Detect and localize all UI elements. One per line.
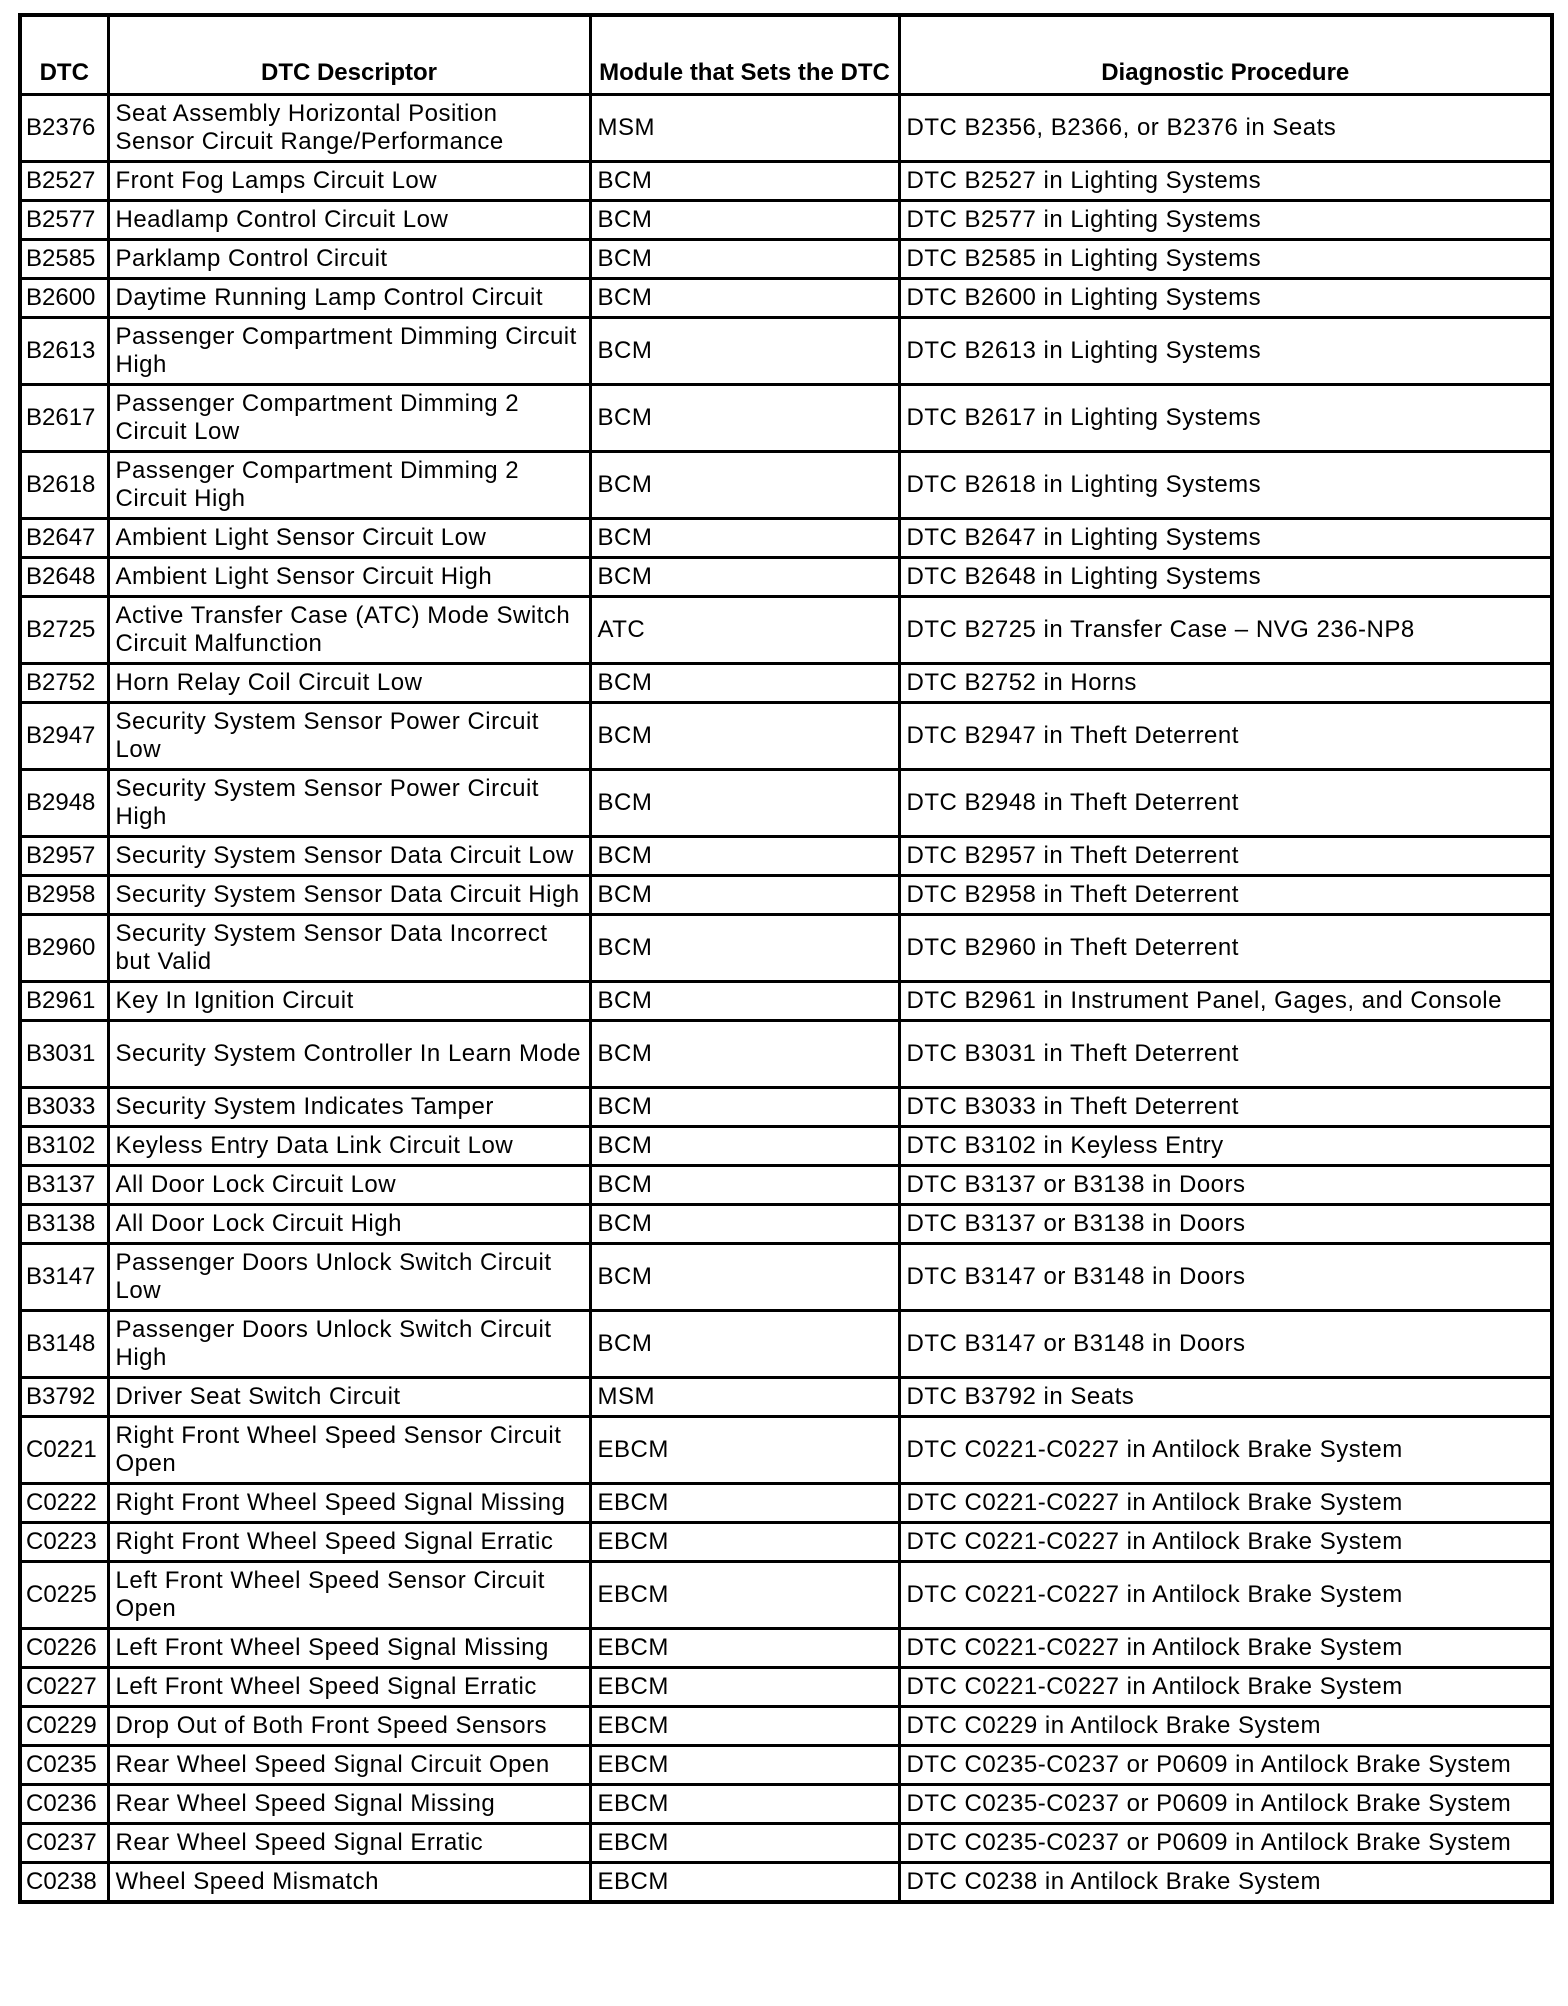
descriptor-cell: Right Front Wheel Speed Sensor Circuit Open	[108, 1417, 590, 1484]
table-row	[20, 770, 1552, 837]
table-row	[20, 95, 1552, 162]
dtc-cell: B2752	[20, 664, 108, 703]
module-cell: BCM	[590, 1088, 899, 1127]
table-row	[20, 876, 1552, 915]
descriptor-cell: Headlamp Control Circuit Low	[108, 201, 590, 240]
procedure-cell: DTC B2948 in Theft Deterrent	[899, 770, 1552, 837]
procedure-cell: DTC B2617 in Lighting Systems	[899, 385, 1552, 452]
table-row	[20, 1707, 1552, 1746]
procedure-cell: DTC B2961 in Instrument Panel, Gages, and Console	[899, 982, 1552, 1021]
dtc-cell: C0237	[20, 1824, 108, 1863]
header-row	[20, 15, 1552, 95]
descriptor-cell: Security System Controller In Learn Mode	[108, 1021, 590, 1088]
dtc-cell: B2960	[20, 915, 108, 982]
procedure-cell: DTC B2752 in Horns	[899, 664, 1552, 703]
dtc-cell: B2647	[20, 519, 108, 558]
dtc-cell: B2725	[20, 597, 108, 664]
descriptor-cell: Passenger Compartment Dimming Circuit High	[108, 318, 590, 385]
table-row	[20, 703, 1552, 770]
table-row	[20, 664, 1552, 703]
procedure-cell: DTC B3147 or B3148 in Doors	[899, 1311, 1552, 1378]
procedure-cell: DTC B3102 in Keyless Entry	[899, 1127, 1552, 1166]
table-row	[20, 1785, 1552, 1824]
descriptor-cell: Daytime Running Lamp Control Circuit	[108, 279, 590, 318]
module-cell: BCM	[590, 1127, 899, 1166]
dtc-cell: B3147	[20, 1244, 108, 1311]
dtc-table-container	[18, 13, 1550, 1904]
module-cell: BCM	[590, 519, 899, 558]
dtc-cell: C0222	[20, 1484, 108, 1523]
procedure-cell: DTC B2600 in Lighting Systems	[899, 279, 1552, 318]
descriptor-cell: Security System Sensor Data Incorrect but Valid	[108, 915, 590, 982]
procedure-cell: DTC B3031 in Theft Deterrent	[899, 1021, 1552, 1088]
descriptor-cell: Right Front Wheel Speed Signal Erratic	[108, 1523, 590, 1562]
table-row	[20, 162, 1552, 201]
procedure-cell: DTC B2527 in Lighting Systems	[899, 162, 1552, 201]
procedure-cell: DTC B2957 in Theft Deterrent	[899, 837, 1552, 876]
module-cell: BCM	[590, 452, 899, 519]
module-cell: BCM	[590, 162, 899, 201]
dtc-cell: B2957	[20, 837, 108, 876]
table-row	[20, 240, 1552, 279]
table-row	[20, 1417, 1552, 1484]
procedure-cell: DTC B2585 in Lighting Systems	[899, 240, 1552, 279]
module-cell: BCM	[590, 1205, 899, 1244]
dtc-cell: C0227	[20, 1668, 108, 1707]
module-cell: EBCM	[590, 1629, 899, 1668]
dtc-cell: B2613	[20, 318, 108, 385]
dtc-cell: B2376	[20, 95, 108, 162]
module-cell: MSM	[590, 1378, 899, 1417]
module-cell: BCM	[590, 201, 899, 240]
descriptor-cell: Right Front Wheel Speed Signal Missing	[108, 1484, 590, 1523]
module-cell: BCM	[590, 558, 899, 597]
table-row	[20, 1166, 1552, 1205]
table-row	[20, 519, 1552, 558]
module-cell: BCM	[590, 982, 899, 1021]
table-row	[20, 452, 1552, 519]
dtc-cell: B2948	[20, 770, 108, 837]
descriptor-cell: Rear Wheel Speed Signal Erratic	[108, 1824, 590, 1863]
module-cell: BCM	[590, 837, 899, 876]
procedure-cell: DTC B2947 in Theft Deterrent	[899, 703, 1552, 770]
descriptor-cell: Horn Relay Coil Circuit Low	[108, 664, 590, 703]
descriptor-cell: Driver Seat Switch Circuit	[108, 1378, 590, 1417]
module-cell: EBCM	[590, 1562, 899, 1629]
dtc-cell: B2600	[20, 279, 108, 318]
procedure-cell: DTC B3033 in Theft Deterrent	[899, 1088, 1552, 1127]
dtc-cell: B2648	[20, 558, 108, 597]
table-row	[20, 1523, 1552, 1562]
descriptor-cell: Security System Indicates Tamper	[108, 1088, 590, 1127]
dtc-table	[18, 13, 1554, 1904]
procedure-cell: DTC C0229 in Antilock Brake System	[899, 1707, 1552, 1746]
table-row	[20, 1863, 1552, 1903]
dtc-cell: C0226	[20, 1629, 108, 1668]
table-row	[20, 1824, 1552, 1863]
procedure-cell: DTC B2613 in Lighting Systems	[899, 318, 1552, 385]
module-cell: BCM	[590, 1311, 899, 1378]
module-cell: BCM	[590, 703, 899, 770]
descriptor-cell: Parklamp Control Circuit	[108, 240, 590, 279]
descriptor-cell: Left Front Wheel Speed Signal Missing	[108, 1629, 590, 1668]
dtc-cell: C0238	[20, 1863, 108, 1903]
table-row	[20, 982, 1552, 1021]
table-row	[20, 318, 1552, 385]
procedure-cell: DTC B2647 in Lighting Systems	[899, 519, 1552, 558]
dtc-cell: B2958	[20, 876, 108, 915]
procedure-cell: DTC B3147 or B3148 in Doors	[899, 1244, 1552, 1311]
descriptor-cell: Security System Sensor Data Circuit High	[108, 876, 590, 915]
descriptor-cell: Wheel Speed Mismatch	[108, 1863, 590, 1903]
module-cell: EBCM	[590, 1523, 899, 1562]
dtc-cell: B2585	[20, 240, 108, 279]
module-cell: EBCM	[590, 1824, 899, 1863]
module-cell: BCM	[590, 876, 899, 915]
module-cell: EBCM	[590, 1746, 899, 1785]
dtc-cell: B2577	[20, 201, 108, 240]
descriptor-cell: Left Front Wheel Speed Signal Erratic	[108, 1668, 590, 1707]
descriptor-cell: Seat Assembly Horizontal Position Sensor Circuit Range/Performance	[108, 95, 590, 162]
table-row	[20, 1484, 1552, 1523]
module-cell: BCM	[590, 318, 899, 385]
descriptor-cell: Ambient Light Sensor Circuit Low	[108, 519, 590, 558]
dtc-cell: B3792	[20, 1378, 108, 1417]
dtc-cell: B2961	[20, 982, 108, 1021]
dtc-cell: C0221	[20, 1417, 108, 1484]
descriptor-cell: Passenger Compartment Dimming 2 Circuit Low	[108, 385, 590, 452]
table-row	[20, 1244, 1552, 1311]
dtc-cell: B2947	[20, 703, 108, 770]
procedure-cell: DTC C0235-C0237 or P0609 in Antilock Brake System	[899, 1824, 1552, 1863]
dtc-cell: B2617	[20, 385, 108, 452]
descriptor-cell: Rear Wheel Speed Signal Circuit Open	[108, 1746, 590, 1785]
dtc-cell: B3137	[20, 1166, 108, 1205]
dtc-cell: C0229	[20, 1707, 108, 1746]
descriptor-cell: Security System Sensor Power Circuit Low	[108, 703, 590, 770]
dtc-cell: B3033	[20, 1088, 108, 1127]
table-row	[20, 1562, 1552, 1629]
table-row	[20, 837, 1552, 876]
descriptor-cell: Rear Wheel Speed Signal Missing	[108, 1785, 590, 1824]
descriptor-cell: Security System Sensor Power Circuit High	[108, 770, 590, 837]
descriptor-cell: Key In Ignition Circuit	[108, 982, 590, 1021]
descriptor-cell: Drop Out of Both Front Speed Sensors	[108, 1707, 590, 1746]
module-cell: BCM	[590, 385, 899, 452]
procedure-cell: DTC C0221-C0227 in Antilock Brake System	[899, 1417, 1552, 1484]
descriptor-cell: Keyless Entry Data Link Circuit Low	[108, 1127, 590, 1166]
module-cell: MSM	[590, 95, 899, 162]
module-cell: EBCM	[590, 1668, 899, 1707]
module-cell: BCM	[590, 1166, 899, 1205]
descriptor-cell: Front Fog Lamps Circuit Low	[108, 162, 590, 201]
dtc-cell: B3031	[20, 1021, 108, 1088]
dtc-cell: C0236	[20, 1785, 108, 1824]
header-descriptor: DTC Descriptor	[108, 15, 590, 95]
procedure-cell: DTC C0221-C0227 in Antilock Brake System	[899, 1484, 1552, 1523]
table-row	[20, 279, 1552, 318]
descriptor-cell: Active Transfer Case (ATC) Mode Switch Circuit Malfunction	[108, 597, 590, 664]
dtc-table-body	[20, 95, 1552, 1903]
module-cell: EBCM	[590, 1863, 899, 1903]
table-row	[20, 1378, 1552, 1417]
procedure-cell: DTC B2960 in Theft Deterrent	[899, 915, 1552, 982]
procedure-cell: DTC C0221-C0227 in Antilock Brake System	[899, 1562, 1552, 1629]
table-row	[20, 1127, 1552, 1166]
module-cell: BCM	[590, 770, 899, 837]
dtc-cell: C0223	[20, 1523, 108, 1562]
table-row	[20, 1021, 1552, 1088]
dtc-cell: B2527	[20, 162, 108, 201]
procedure-cell: DTC C0221-C0227 in Antilock Brake System	[899, 1523, 1552, 1562]
procedure-cell: DTC B2577 in Lighting Systems	[899, 201, 1552, 240]
procedure-cell: DTC B3137 or B3138 in Doors	[899, 1166, 1552, 1205]
table-row	[20, 1746, 1552, 1785]
module-cell: EBCM	[590, 1707, 899, 1746]
module-cell: ATC	[590, 597, 899, 664]
procedure-cell: DTC C0221-C0227 in Antilock Brake System	[899, 1629, 1552, 1668]
descriptor-cell: Passenger Compartment Dimming 2 Circuit High	[108, 452, 590, 519]
module-cell: EBCM	[590, 1785, 899, 1824]
table-row	[20, 1629, 1552, 1668]
module-cell: EBCM	[590, 1484, 899, 1523]
table-row	[20, 1668, 1552, 1707]
descriptor-cell: All Door Lock Circuit Low	[108, 1166, 590, 1205]
procedure-cell: DTC C0238 in Antilock Brake System	[899, 1863, 1552, 1903]
dtc-cell: B2618	[20, 452, 108, 519]
module-cell: BCM	[590, 240, 899, 279]
descriptor-cell: Security System Sensor Data Circuit Low	[108, 837, 590, 876]
module-cell: BCM	[590, 664, 899, 703]
procedure-cell: DTC B2725 in Transfer Case – NVG 236-NP8	[899, 597, 1552, 664]
table-row	[20, 597, 1552, 664]
procedure-cell: DTC B2648 in Lighting Systems	[899, 558, 1552, 597]
descriptor-cell: Left Front Wheel Speed Sensor Circuit Open	[108, 1562, 590, 1629]
procedure-cell: DTC B2356, B2366, or B2376 in Seats	[899, 95, 1552, 162]
dtc-cell: C0225	[20, 1562, 108, 1629]
procedure-cell: DTC B2958 in Theft Deterrent	[899, 876, 1552, 915]
table-row	[20, 1088, 1552, 1127]
descriptor-cell: Passenger Doors Unlock Switch Circuit High	[108, 1311, 590, 1378]
dtc-cell: B3102	[20, 1127, 108, 1166]
table-row	[20, 385, 1552, 452]
procedure-cell: DTC C0221-C0227 in Antilock Brake System	[899, 1668, 1552, 1707]
table-row	[20, 558, 1552, 597]
module-cell: BCM	[590, 915, 899, 982]
header-procedure: Diagnostic Procedure	[899, 15, 1552, 95]
header-module: Module that Sets the DTC	[590, 15, 899, 95]
table-row	[20, 915, 1552, 982]
procedure-cell: DTC B3137 or B3138 in Doors	[899, 1205, 1552, 1244]
procedure-cell: DTC B2618 in Lighting Systems	[899, 452, 1552, 519]
procedure-cell: DTC C0235-C0237 or P0609 in Antilock Brake System	[899, 1785, 1552, 1824]
dtc-cell: B3138	[20, 1205, 108, 1244]
module-cell: BCM	[590, 279, 899, 318]
procedure-cell: DTC C0235-C0237 or P0609 in Antilock Brake System	[899, 1746, 1552, 1785]
dtc-cell: C0235	[20, 1746, 108, 1785]
descriptor-cell: Ambient Light Sensor Circuit High	[108, 558, 590, 597]
module-cell: BCM	[590, 1021, 899, 1088]
descriptor-cell: All Door Lock Circuit High	[108, 1205, 590, 1244]
procedure-cell: DTC B3792 in Seats	[899, 1378, 1552, 1417]
header-dtc: DTC	[20, 15, 108, 95]
table-row	[20, 201, 1552, 240]
module-cell: EBCM	[590, 1417, 899, 1484]
table-row	[20, 1205, 1552, 1244]
module-cell: BCM	[590, 1244, 899, 1311]
dtc-cell: B3148	[20, 1311, 108, 1378]
descriptor-cell: Passenger Doors Unlock Switch Circuit Low	[108, 1244, 590, 1311]
table-row	[20, 1311, 1552, 1378]
